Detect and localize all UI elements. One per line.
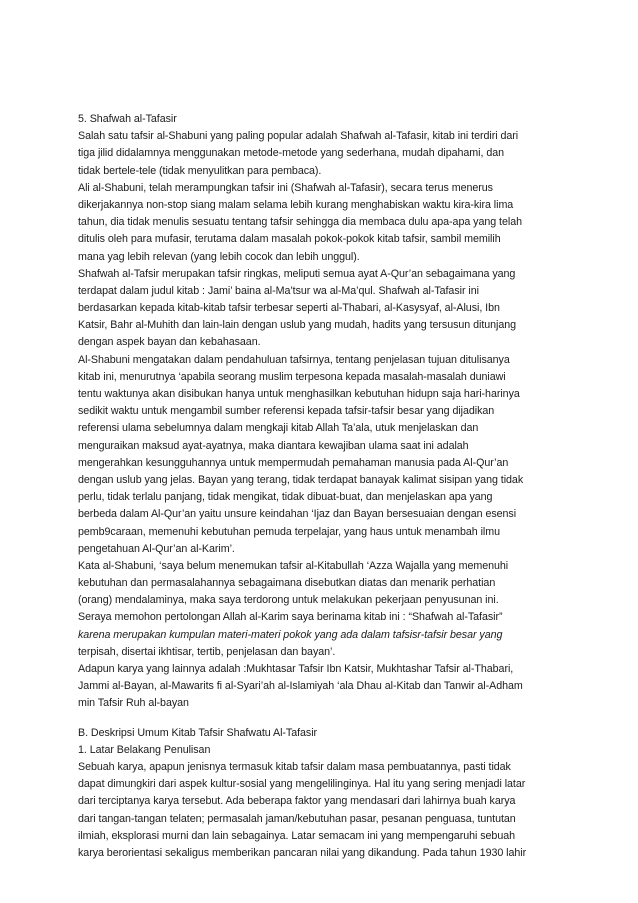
text-line: kebutuhan dan permasalahannya sebagaimana disebutkan diatas dan menarik perhatian [78, 577, 496, 590]
text-line: Adapun karya yang lainnya adalah :Mukhtasar Tafsir Ibn Katsir, Mukhtashar Tafsir al-Thabari, [78, 663, 514, 675]
text-line: referensi ulama sebelumnya dalam mengkaji kitab Allah Ta’ala, utuk menjelaskan dan [78, 422, 479, 435]
text-line: menguraikan maksud ayat-ayatnya, maka diantara kewajiban ulama saat ini adalah [78, 439, 469, 452]
text-line: (orang) mendalaminya, maka saya terdorong untuk melakukan pekerjaan penyusunan ini. [78, 594, 499, 607]
text-line: Salah satu tafsir al-Shabuni yang paling popular adalah Shafwah al-Tafasir, kitab ini terdiri dari [78, 130, 519, 143]
section-heading: 5. Shafwah al-Tafasir [78, 113, 177, 125]
text-line: mengerahkan kesungguhannya untuk mempermudah pemahaman manusia pada Al-Qur’an [78, 456, 509, 469]
text-line: dengan aspek bayan dan kebahasaan. [78, 336, 261, 349]
section-heading: B. Deskripsi Umum Kitab Tafsir Shafwatu Al-Tafasir [78, 726, 318, 739]
text-line: dengan uslub yang jelas. Bayan yang terang, tidak terdapat banayak kalimat sisipan yang tidak [78, 473, 524, 486]
text-line: dari terciptanya karya tersebut. Ada beberapa faktor yang mendasari dari lahirnya buah karya [78, 795, 516, 808]
text-line: sedikit waktu untuk mengambil sumber referensi kepada tafsir-tafsir besar yang dijadikan [78, 405, 495, 418]
text-line: tiga jilid didalamnya menggunakan metode-metode yang sederhana, mudah dipahami, dan [78, 147, 505, 160]
text-line: ilmiah, eksplorasi murni dan lain sebagainya. Latar semacam ini yang mempengaruhi sebuah [78, 829, 515, 842]
text-line: Sebuah karya, apapun jenisnya termasuk kitab tafsir dalam masa pembuatannya, pasti tidak [78, 760, 511, 773]
text-line: karena merupakan kumpulan materi-materi pokok yang ada dalam tafsisr-tafsir besar yang [78, 628, 503, 641]
text-line: pemb9caraan, memenuhi kebutuhan pemuda terpelajar, yang haus untuk menambah ilmu [78, 525, 500, 538]
text-line: min Tafsir Ruh al-bayan [78, 697, 189, 710]
text-line: terpisah, disertai ikhtisar, tertib, penjelasan dan bayan’. [78, 645, 336, 658]
text-line: mana yag lebih relevan (yang lebih cocok dan lebih unggul). [78, 250, 360, 263]
section-a-paragraphs-continued [78, 644, 570, 713]
text-line: Katsir, Bahr al-Muhith dan lain-lain dengan uslub yang mudah, hadits yang tersusun ditunjang [78, 319, 517, 332]
text-line: Seraya memohon pertolongan Allah al-Karim saya berinama kitab ini : “Shafwah al-Tafasir” [78, 611, 503, 624]
text-line: dapat dimungkiri dari aspek kultur-sosial yang mengelilinginya. Hal itu yang sering menjadi latar [78, 778, 526, 791]
text-line: kitab ini, menurutnya ‘apabila seorang muslim terpesona kepada masalah-masalah duniawi [78, 370, 506, 383]
text-line: perlu, tidak terlalu panjang, tidak mengikat, tidak dibuat-buat, dan menjelaskan apa yang [78, 491, 493, 504]
text-line: tentu waktunya akan disibukan hanya untuk menghasilkan kebutuhan hidupn saja hari-harinya [78, 388, 520, 400]
text-line: tidak bertele-tele (tidak menyulitkan para pembaca). [78, 164, 322, 177]
text-line: berdasarkan kepada kitab-kitab tafsir terbesar seperti al-Thabari, al-Kasysyaf, al-Alusi, Ibn [78, 302, 500, 315]
section-b-paragraphs [78, 759, 570, 862]
paragraph-spacer [78, 713, 570, 725]
text-line: Al-Shabuni mengatakan dalam pendahuluan tafsirnya, tentang penjelasan tujuan ditulisanya [78, 353, 510, 366]
text-line: Ali al-Shabuni, telah merampungkan tafsir ini (Shafwah al-Tafasir), secara terus menerus [78, 181, 493, 194]
text-line: ditulis oleh para mufasir, terutama dalam masalah pokok-pokok kitab tafsir, sambil memilih [78, 233, 501, 246]
text-line: pengetahuan Al-Qur’an al-Karim’. [78, 542, 235, 555]
document-body [78, 111, 570, 862]
text-line: Kata al-Shabuni, ‘saya belum menemukan tafsir al-Kitabullah ‘Azza Wajalla yang memenuhi [78, 559, 509, 572]
text-line: Shafwah al-Tafsir merupakan tafsir ringkas, meliputi semua ayat A-Qur’an sebagaimana yang [78, 267, 516, 280]
text-line: tahun, dia tidak menulis sesuatu tentang tafsir sehingga dia membaca dulu apa-apa yang telah [78, 216, 522, 229]
text-line: berbeda dalam Al-Qur’an yaitu unsure keindahan ‘Ijaz dan Bayan bersesuaian dengan esensi [78, 508, 517, 521]
text-line: dikerjakannya non-stop siang malam selama lebih kurang menghabiskan waktu kira-kira lima [78, 198, 514, 211]
text-line: dari tangan-tangan telaten; permasalah jaman/kebutuhan pasar, pesanan penguasa, tuntutan [78, 812, 516, 825]
text-line: terdapat dalam judul kitab : Jami’ baina al-Ma’tsur wa al-Ma’qul. Shafwah al-Tafasir ini [78, 284, 479, 297]
subsection-heading: 1. Latar Belakang Penulisan [78, 743, 211, 756]
text-line: karya berorientasi sekaligus memberikan pancaran nilai yang dikandung. Pada tahun 1930 lahir [78, 846, 527, 859]
section-a-paragraphs [78, 128, 570, 626]
section-a-italic-lines [78, 627, 570, 644]
text-line: Jammi al-Bayan, al-Mawarits fi al-Syari’ah al-Islamiyah ‘ala Dhau al-Kitab dan Tanwir al-Adham [78, 680, 523, 693]
